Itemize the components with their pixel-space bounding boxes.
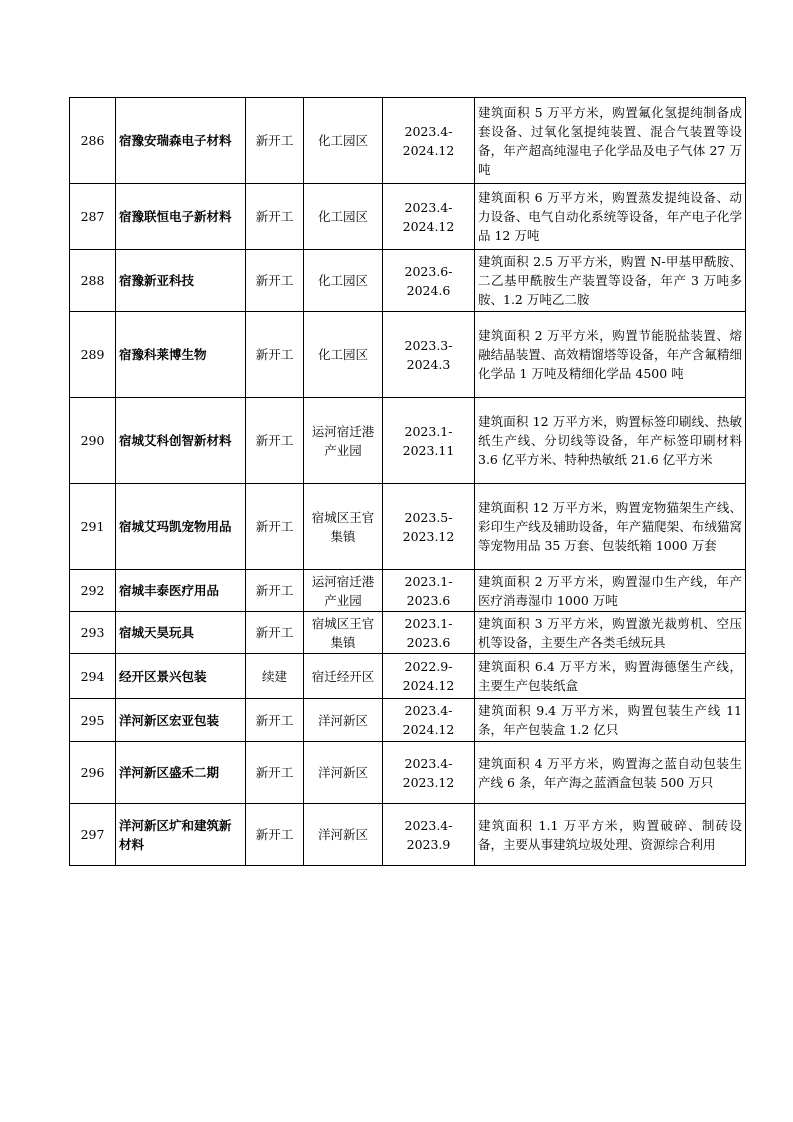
row-number: 291 — [70, 484, 116, 570]
row-number: 293 — [70, 612, 116, 654]
construction-type: 新开工 — [246, 184, 304, 250]
project-description: 建筑面积 12 万平方米，购置标签印刷线、热敏纸生产线、分切线等设备，年产标签印刷材料 3.6 亿平方米、特种热敏纸 21.6 亿平方米 — [475, 398, 746, 484]
table-row — [70, 250, 746, 312]
construction-type: 新开工 — [246, 804, 304, 866]
construction-period: 2023.1-2023.6 — [383, 570, 475, 612]
project-description: 建筑面积 6 万平方米，购置蒸发提纯设备、动力设备、电气自动化系统等设备，年产电子化学品 12 万吨 — [475, 184, 746, 250]
construction-period: 2023.1-2023.6 — [383, 612, 475, 654]
construction-period: 2023.4-2024.12 — [383, 699, 475, 742]
project-name: 洋河新区宏亚包装 — [116, 699, 246, 742]
construction-type: 新开工 — [246, 312, 304, 398]
construction-period: 2022.9-2024.12 — [383, 654, 475, 699]
table-row — [70, 312, 746, 398]
project-description: 建筑面积 12 万平方米，购置宠物猫架生产线、彩印生产线及辅助设备，年产猫爬架、布绒猫窝等宠物用品 35 万套、包装纸箱 1000 万套 — [475, 484, 746, 570]
construction-period: 2023.4-2023.9 — [383, 804, 475, 866]
table-row — [70, 612, 746, 654]
table-row — [70, 184, 746, 250]
project-name: 宿城丰泰医疗用品 — [116, 570, 246, 612]
project-name: 宿城艾科创智新材料 — [116, 398, 246, 484]
project-table-body — [70, 98, 746, 866]
project-description: 建筑面积 9.4 万平方米，购置包装生产线 11 条，年产包装盒 1.2 亿只 — [475, 699, 746, 742]
project-description: 建筑面积 5 万平方米，购置氟化氢提纯制备成套设备、过氧化氢提纯装置、混合气装置等设备，年产超高纯湿电子化学品及电子气体 27 万吨 — [475, 98, 746, 184]
construction-period: 2023.3-2024.3 — [383, 312, 475, 398]
construction-period: 2023.4-2023.12 — [383, 742, 475, 804]
row-number: 290 — [70, 398, 116, 484]
construction-type: 新开工 — [246, 570, 304, 612]
project-location: 洋河新区 — [304, 742, 383, 804]
project-table — [69, 97, 746, 866]
table-row — [70, 742, 746, 804]
project-description: 建筑面积 1.1 万平方米，购置破碎、制砖设备，主要从事建筑垃圾处理、资源综合利用 — [475, 804, 746, 866]
project-description: 建筑面积 2 万平方米，购置湿巾生产线，年产医疗消毒湿巾 1000 万吨 — [475, 570, 746, 612]
row-number: 292 — [70, 570, 116, 612]
project-name: 宿豫科莱博生物 — [116, 312, 246, 398]
construction-period: 2023.6-2024.6 — [383, 250, 475, 312]
project-name: 经开区景兴包装 — [116, 654, 246, 699]
project-name: 洋河新区盛禾二期 — [116, 742, 246, 804]
row-number: 289 — [70, 312, 116, 398]
construction-type: 新开工 — [246, 250, 304, 312]
project-location: 洋河新区 — [304, 804, 383, 866]
project-description: 建筑面积 3 万平方米，购置激光裁剪机、空压机等设备，主要生产各类毛绒玩具 — [475, 612, 746, 654]
construction-period: 2023.4-2024.12 — [383, 184, 475, 250]
project-location: 宿迁经开区 — [304, 654, 383, 699]
project-name: 宿城天昊玩具 — [116, 612, 246, 654]
project-location: 运河宿迁港产业园 — [304, 570, 383, 612]
project-name: 宿豫联恒电子新材料 — [116, 184, 246, 250]
row-number: 295 — [70, 699, 116, 742]
project-description: 建筑面积 6.4 万平方米，购置海德堡生产线，主要生产包装纸盒 — [475, 654, 746, 699]
table-row — [70, 699, 746, 742]
project-location: 化工园区 — [304, 250, 383, 312]
table-row — [70, 654, 746, 699]
project-location: 运河宿迁港产业园 — [304, 398, 383, 484]
project-location: 化工园区 — [304, 312, 383, 398]
construction-type: 新开工 — [246, 98, 304, 184]
project-location: 化工园区 — [304, 98, 383, 184]
row-number: 296 — [70, 742, 116, 804]
table-row — [70, 570, 746, 612]
project-location: 宿城区王官集镇 — [304, 612, 383, 654]
project-location: 化工园区 — [304, 184, 383, 250]
construction-type: 新开工 — [246, 398, 304, 484]
row-number: 297 — [70, 804, 116, 866]
project-name: 洋河新区圹和建筑新材料 — [116, 804, 246, 866]
row-number: 286 — [70, 98, 116, 184]
project-description: 建筑面积 2.5 万平方米，购置 N-甲基甲酰胺、二乙基甲酰胺生产装置等设备，年产 3 万吨多胺、1.2 万吨乙二胺 — [475, 250, 746, 312]
construction-type: 续建 — [246, 654, 304, 699]
table-row — [70, 398, 746, 484]
construction-type: 新开工 — [246, 484, 304, 570]
project-name: 宿豫安瑞森电子材料 — [116, 98, 246, 184]
construction-type: 新开工 — [246, 742, 304, 804]
row-number: 294 — [70, 654, 116, 699]
project-location: 宿城区王官集镇 — [304, 484, 383, 570]
table-row — [70, 484, 746, 570]
project-description: 建筑面积 4 万平方米，购置海之蓝自动包装生产线 6 条，年产海之蓝酒盒包装 500 万只 — [475, 742, 746, 804]
row-number: 287 — [70, 184, 116, 250]
row-number: 288 — [70, 250, 116, 312]
construction-type: 新开工 — [246, 699, 304, 742]
project-name: 宿城艾玛凯宠物用品 — [116, 484, 246, 570]
project-location: 洋河新区 — [304, 699, 383, 742]
table-row — [70, 98, 746, 184]
construction-period: 2023.4-2024.12 — [383, 98, 475, 184]
construction-period: 2023.5-2023.12 — [383, 484, 475, 570]
table-row — [70, 804, 746, 866]
project-name: 宿豫新亚科技 — [116, 250, 246, 312]
project-description: 建筑面积 2 万平方米，购置节能脱盐装置、熔融结晶装置、高效精馏塔等设备，年产含氟精细化学品 1 万吨及精细化学品 4500 吨 — [475, 312, 746, 398]
construction-period: 2023.1-2023.11 — [383, 398, 475, 484]
construction-type: 新开工 — [246, 612, 304, 654]
